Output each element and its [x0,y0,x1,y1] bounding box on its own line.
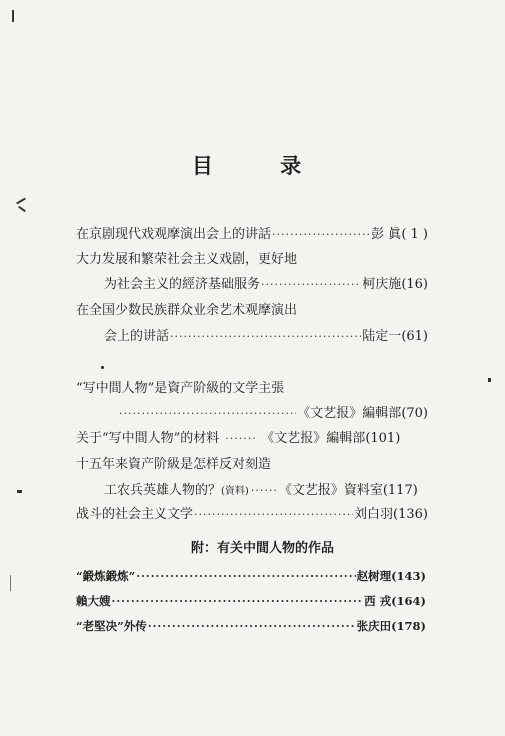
appendix-entry [76,567,426,585]
toc-entry-title: 在全国少数民族群众业余艺术观摩演出 [76,303,298,318]
leader-dots [261,276,361,294]
scan-mark [488,378,491,382]
toc-entry-author: 《文艺报》編輯部 [297,406,402,421]
appendix-heading: 附：有关中間人物的作品 [190,541,334,556]
leader-dots [170,328,361,346]
toc-entry-note: (資料) [221,486,249,497]
scan-mark [18,206,26,212]
toc-entry-page: ( 1 ) [401,227,428,242]
toc-entry-author: 《文艺报》資料室 [278,483,383,498]
appendix-entry-author: 赵树理 [356,569,392,583]
toc-entry-page: (101) [365,431,401,446]
toc-entry [104,482,428,500]
leader-dots [119,405,296,423]
scan-mark [16,198,26,205]
page-title: 目 录 [191,153,332,178]
toc-entry-page: (117) [382,483,418,498]
scan-mark [12,10,14,22]
leader-dots [272,226,370,244]
appendix-entry-page: (178) [391,619,426,633]
leader-dots [148,618,356,636]
toc-entry [104,328,428,346]
toc-entry-title: 大力发展和繁荣社会主义戏剧，更好地 [76,252,298,267]
toc-entry-page: (136) [393,507,428,522]
toc-entry-title: 战斗的社会主义文学 [76,507,194,522]
toc-entry-author: 彭 眞 [371,227,402,242]
appendix-entry-page: (143) [391,569,426,583]
leader-dots [194,506,353,524]
appendix-entry-title: 賴大嫂 [76,594,111,608]
toc-entry-author: 陆定一 [362,329,402,344]
toc-entry [104,276,428,294]
scan-mark [17,490,22,493]
leader-dots [112,593,364,611]
toc-entry-title-cont: 会上的讲話 [104,329,170,344]
toc-entry-title-cont: 为社会主义的經济基础服务 [104,277,261,292]
toc-entry-page: (61) [401,329,428,344]
toc-entry [76,226,428,244]
toc-entry-title: 十五年来資产阶級是怎样反对刻造 [76,457,272,472]
appendix-entry-title: “鍛炼鍛炼” [76,569,136,583]
scan-speck [101,366,104,369]
toc-entry-author: 《文艺报》編輯部 [261,431,366,446]
leader-dots [136,568,355,586]
appendix-entry-author: 西 戎 [364,594,392,608]
appendix-entry-title: “老堅决”外传 [76,619,147,633]
scan-mark [10,575,11,591]
toc-entry-page: (70) [401,406,428,421]
appendix-entry [76,617,426,635]
toc-entry-title-cont: 工农兵英雄人物的？ [104,483,222,498]
toc-entry-page: (16) [401,277,428,292]
appendix-entry [76,592,426,610]
toc-entry [76,430,428,448]
leader-dots [225,430,255,448]
toc-entry-title: “写中間人物”是資产阶級的文学主張 [76,381,285,396]
toc-entry [118,405,428,423]
toc-entry-title: 在京剧现代戏观摩演出会上的讲話 [76,227,272,242]
appendix-entry-author: 张庆田 [356,619,392,633]
toc-entry-title: 关于“写中間人物”的材料 [76,431,220,446]
leader-dots [251,482,277,500]
toc-entry-author: 刘白羽 [354,507,394,522]
toc-entry [76,506,428,524]
toc-entry-author: 柯庆施 [362,277,402,292]
appendix-entry-page: (164) [391,594,426,608]
